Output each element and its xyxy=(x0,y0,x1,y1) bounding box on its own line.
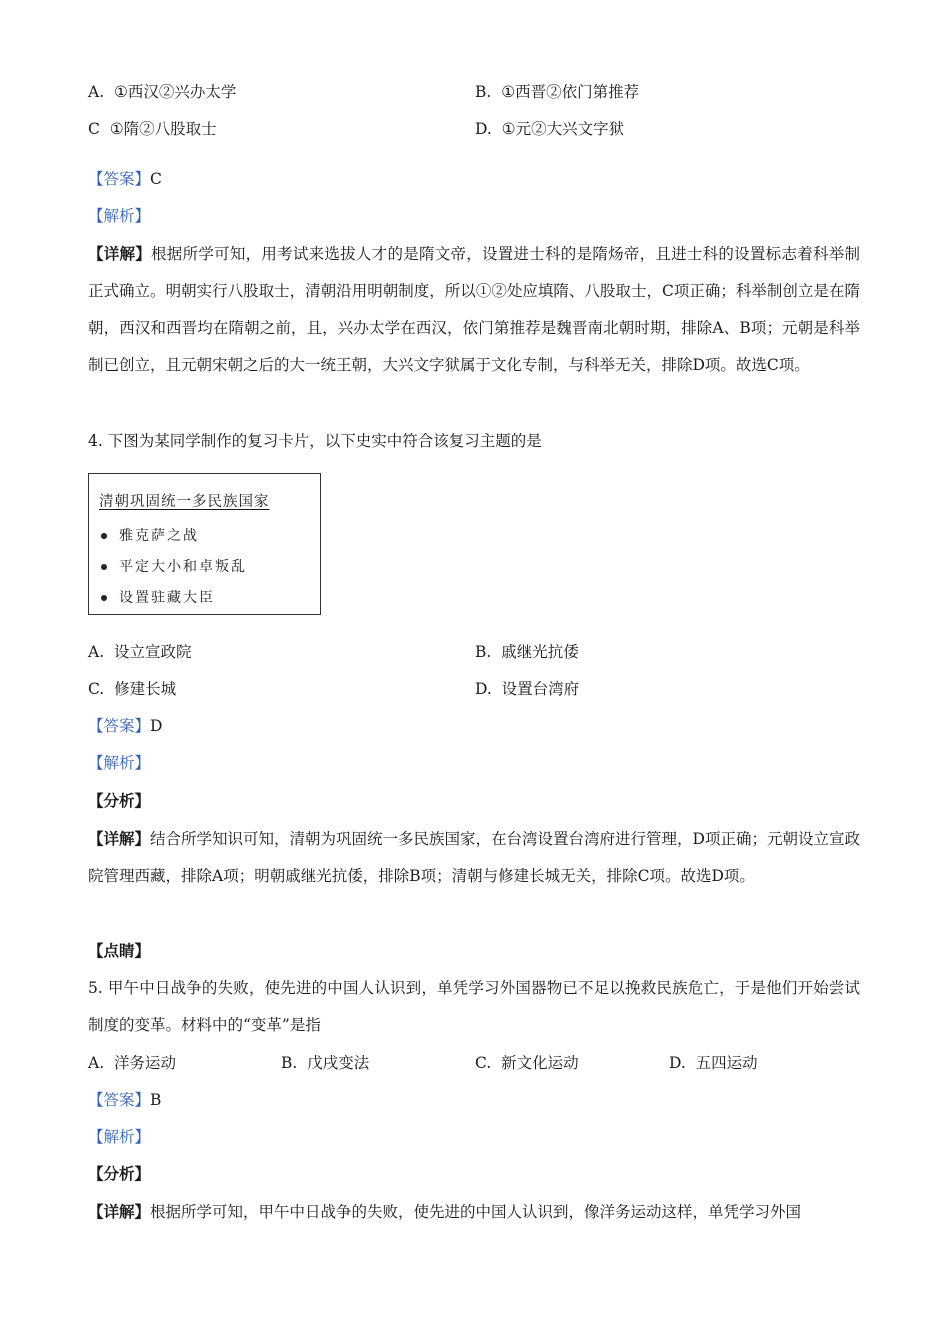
q4-option-a xyxy=(88,641,192,663)
q4-option-b xyxy=(475,641,579,663)
option-text: 修建长城 xyxy=(114,680,177,698)
answer-value: D xyxy=(150,717,163,735)
option-letter: D. xyxy=(669,1054,686,1072)
card-item-text: 平定大小和卓叛乱 xyxy=(119,559,247,575)
bullet-icon xyxy=(101,533,107,539)
option-letter: A. xyxy=(88,1054,105,1072)
q5-analysis-label: 【解析】 xyxy=(88,1128,151,1146)
option-text: 设置台湾府 xyxy=(501,680,580,698)
card-title: 清朝巩固统一多民族国家 xyxy=(99,494,270,510)
answer-label: 【答案】 xyxy=(88,1091,151,1109)
review-card xyxy=(88,473,321,615)
q5-detail xyxy=(88,1193,860,1231)
option-letter: C. xyxy=(88,680,105,698)
q4-option-c xyxy=(88,678,176,700)
option-letter: D. xyxy=(475,120,492,138)
option-text: ①西晋②依门第推荐 xyxy=(501,83,640,101)
detail-text: 根据所学可知，甲午中日战争的失败，使先进的中国人认识到，像洋务运动这样，单凭学习外国 xyxy=(150,1203,802,1221)
q5-option-d xyxy=(669,1052,758,1074)
q5-option-b xyxy=(281,1052,369,1074)
q4-dianjing-label: 【点睛】 xyxy=(88,941,151,960)
q5-option-a xyxy=(88,1052,176,1074)
detail-label: 【详解】 xyxy=(88,1202,151,1221)
q4-analysis-label: 【解析】 xyxy=(88,754,151,772)
bullet-icon xyxy=(101,564,107,570)
answer-value: C xyxy=(150,170,162,188)
q5-fenxi-label: 【分析】 xyxy=(88,1164,151,1183)
option-letter: C. xyxy=(475,1054,492,1072)
q3-answer xyxy=(88,168,162,190)
option-text: 设立宣政院 xyxy=(113,643,192,661)
q3-detail xyxy=(88,235,860,384)
card-item-text: 设置驻藏大臣 xyxy=(119,590,215,606)
answer-label: 【答案】 xyxy=(88,717,151,735)
q3-option-a xyxy=(88,81,236,103)
card-item xyxy=(101,556,247,576)
q4-fenxi-label: 【分析】 xyxy=(88,791,151,810)
answer-label: 【答案】 xyxy=(88,170,151,188)
card-item xyxy=(101,587,215,607)
option-letter: B. xyxy=(281,1054,298,1072)
detail-text: 根据所学可知，用考试来选拔人才的是隋文帝，设置进士科的是隋炀帝，且进士科的设置标志着科举制正式确立。明朝实行八股取士，清朝沿用明朝制度，所以①②处应填隋、八股取士，C项正确；科举制创立是在隋朝，西汉和西晋均在隋朝之前，且，兴办太学在西汉，依门第推荐是魏晋南北朝时期，排除A、B项；元朝是科举制已创立，且元朝宋朝之后的大一统王朝，大兴文字狱属于文化专制，与科举无关，排除D项。故选C项。 xyxy=(88,245,860,374)
q3-option-b xyxy=(475,81,639,103)
option-text: 五四运动 xyxy=(695,1054,758,1072)
detail-label: 【详解】 xyxy=(88,829,151,848)
q4-stem: 4. 下图为某同学制作的复习卡片，以下史实中符合该复习主题的是 xyxy=(88,432,542,450)
q4-option-d xyxy=(475,678,579,700)
option-letter: B. xyxy=(475,643,492,661)
bullet-icon xyxy=(101,595,107,601)
q5-answer xyxy=(88,1089,161,1111)
q5-option-c xyxy=(475,1052,579,1074)
card-item-text: 雅克萨之战 xyxy=(119,528,199,544)
option-letter: D. xyxy=(475,680,492,698)
card-item xyxy=(101,525,199,545)
option-letter: B. xyxy=(475,83,492,101)
detail-label: 【详解】 xyxy=(88,244,152,263)
option-text: ①元②大兴文字狱 xyxy=(501,120,625,138)
answer-value: B xyxy=(150,1091,162,1109)
option-text: 洋务运动 xyxy=(113,1054,176,1072)
detail-text: 结合所学知识可知，清朝为巩固统一多民族国家，在台湾设置台湾府进行管理，D项正确；元朝设立宣政院管理西藏，排除A项；明朝戚继光抗倭，排除B项；清朝与修建长城无关，排除C项。故选D项。 xyxy=(88,830,860,885)
q4-answer xyxy=(88,715,162,737)
option-letter: A. xyxy=(88,83,105,101)
option-letter: A. xyxy=(88,643,105,661)
q3-analysis-label: 【解析】 xyxy=(88,207,151,225)
q5-stem: 5. 甲午中日战争的失败，使先进的中国人认识到，单凭学习外国器物已不足以挽救民族危亡，于是他们开始尝试制度的变革。材料中的“变革”是指 xyxy=(88,979,860,1034)
option-text: ①隋②八股取士 xyxy=(109,120,217,138)
option-text: 新文化运动 xyxy=(501,1054,579,1072)
q4-detail xyxy=(88,820,860,895)
q3-option-d xyxy=(475,118,624,140)
option-text: 戊戌变法 xyxy=(307,1054,370,1072)
q3-option-c xyxy=(88,118,217,140)
option-text: 戚继光抗倭 xyxy=(501,643,579,661)
option-letter: C xyxy=(88,120,100,138)
option-text: ①西汉②兴办太学 xyxy=(113,83,237,101)
